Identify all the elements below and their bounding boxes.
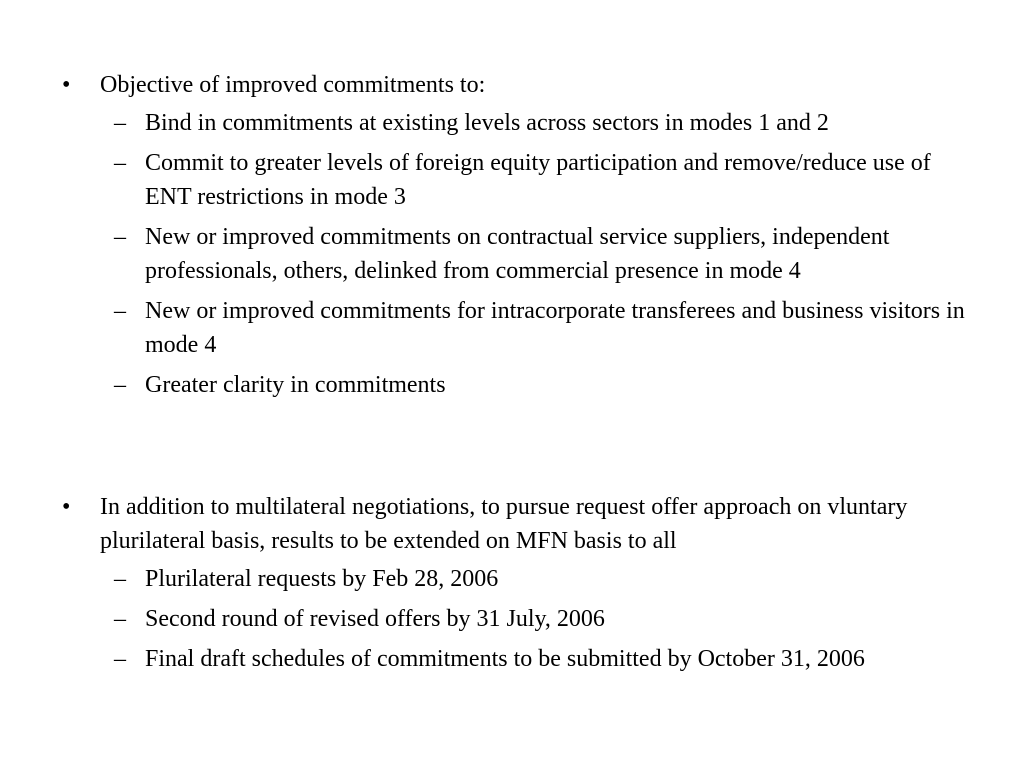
dash-marker: – — [114, 298, 126, 324]
bullet-text: In addition to multilateral negotiations, to pursue request offer approach on vluntary plurilateral basis, results to be extended on MFN basis to all — [100, 494, 908, 554]
sub-bullet-item — [62, 562, 972, 596]
sub-bullet-text: Final draft schedules of commitments to be submitted by October 31, 2006 — [145, 646, 865, 672]
sub-bullet-item — [62, 220, 972, 288]
sub-bullet-item — [62, 106, 972, 140]
sub-bullet-list — [62, 106, 972, 402]
bullet-item — [62, 68, 972, 102]
dash-marker: – — [114, 372, 126, 398]
sub-bullet-text: Commit to greater levels of foreign equity participation and remove/reduce use of ENT restrictions in mode 3 — [145, 150, 931, 210]
bullet-block-plurilateral — [62, 490, 972, 682]
sub-bullet-item — [62, 294, 972, 362]
sub-bullet-text: Second round of revised offers by 31 July, 2006 — [145, 606, 605, 632]
sub-bullet-text: Greater clarity in commitments — [145, 372, 446, 398]
bullet-text: Objective of improved commitments to: — [100, 72, 486, 98]
sub-bullet-text: New or improved commitments for intracorporate transferees and business visitors in mode 4 — [145, 298, 965, 358]
dash-marker: – — [114, 110, 126, 136]
dash-marker: – — [114, 150, 126, 176]
dash-marker: – — [114, 606, 126, 632]
bullet-marker: • — [62, 72, 71, 98]
sub-bullet-text: Bind in commitments at existing levels across sectors in modes 1 and 2 — [145, 110, 829, 136]
sub-bullet-list — [62, 562, 972, 676]
sub-bullet-item — [62, 146, 972, 214]
sub-bullet-text: New or improved commitments on contractual service suppliers, independent professionals, others, delinked from commercial presence in mode 4 — [145, 224, 890, 284]
dash-marker: – — [114, 566, 126, 592]
sub-bullet-item — [62, 368, 972, 402]
dash-marker: – — [114, 224, 126, 250]
dash-marker: – — [114, 646, 126, 672]
bullet-item — [62, 490, 972, 558]
sub-bullet-text: Plurilateral requests by Feb 28, 2006 — [145, 566, 499, 592]
sub-bullet-item — [62, 602, 972, 636]
bullet-block-objectives — [62, 68, 972, 408]
sub-bullet-item — [62, 642, 972, 676]
bullet-marker: • — [62, 494, 71, 520]
